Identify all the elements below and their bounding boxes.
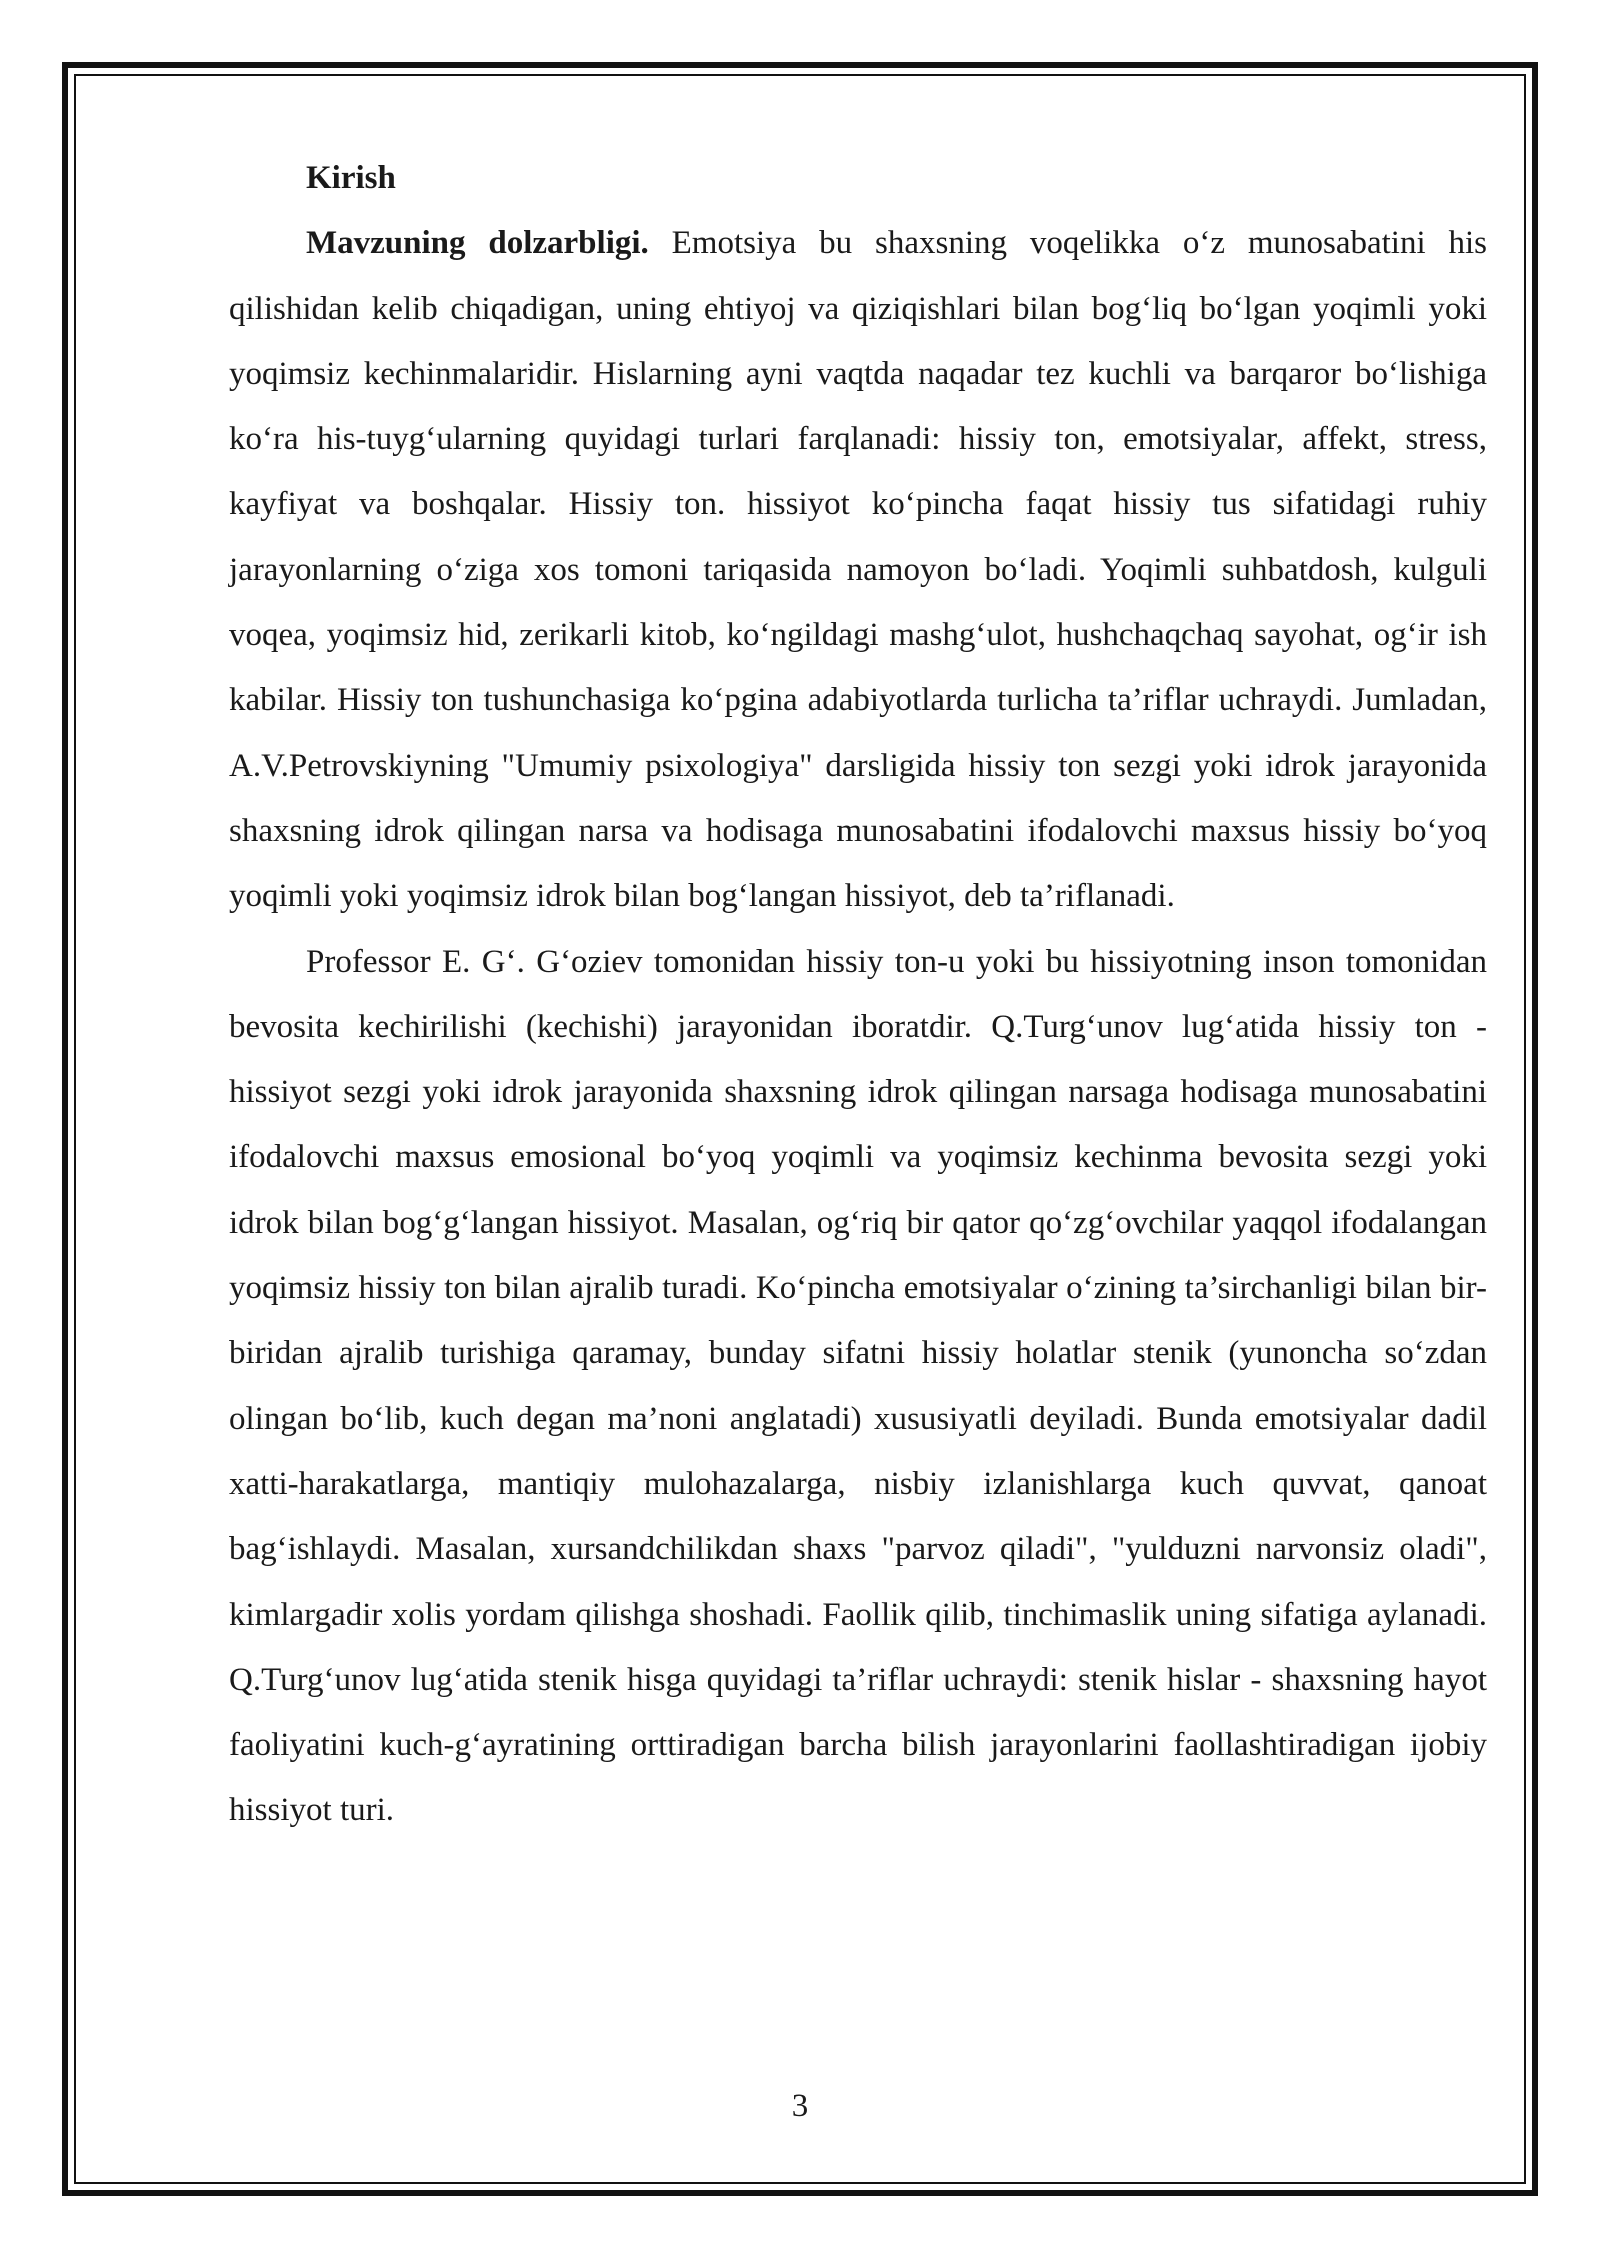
paragraph-text: Emotsiya bu shaxsning voqelikka o‘z munosabatini his qilishidan kelib chiqadigan, uning ehtiyoj va qiziqishlari bilan bog‘liq bo‘lgan yoqimli yoki yoqimsiz kechinmalaridir. Hislarning ayni vaqtda naqadar tez kuchli va barqaror bo‘lishiga ko‘ra his-tuyg‘ularning quyidagi turlari farqlanadi: hissiy ton, emotsiyalar, affekt, stress, kayfiyat va boshqalar. Hissiy ton. hissiyot ko‘pincha faqat hissiy tus sifatidagi ruhiy jarayonlarning o‘ziga xos tomoni tariqasida namoyon bo‘ladi. Yoqimli suhbatdosh, kulguli voqea, yoqimsiz hid, zerikarli kitob, ko‘ngildagi mashg‘ulot, hushchaqchaq sayohat, og‘ir ish kabilar. Hissiy ton tushunchasiga ko‘pgina adabiyotlarda turlicha ta’riflar uchraydi. Jumladan, A.V.Petrovskiyning "Umumiy psixologiya" darsligida hissiy ton sezgi yoki idrok jarayonida shaxsning idrok qilingan narsa va hodisaga munosabatini ifodalovchi maxsus hissiy bo‘yoq yoqimli yoki yoqimsiz idrok bilan bog‘langan hissiyot, deb ta’riflanadi. [229,225,1487,915]
section-heading: Kirish [306,160,396,196]
paragraph-professor: Professor E. G‘. G‘oziev tomonidan hissiy ton-u yoki bu hissiyotning inson tomonidan bevosita kechirilishi (kechishi) jarayonidan iboratdir. Q.Turg‘unov lug‘atida hissiy ton - hissiyot sezgi yoki idrok jarayonida shaxsning idrok qilingan narsaga hodisaga munosabatini ifodalovchi maxsus emosional bo‘yoq yoqimli va yoqimsiz kechinma bevosita sezgi yoki idrok bilan bog‘g‘langan hissiyot. Masalan, og‘riq bir qator qo‘zg‘ovchilar yaqqol ifodalangan yoqimsiz hissiy ton bilan ajralib turadi. Ko‘pincha emotsiyalar o‘zining ta’sirchanligi bilan bir-biridan ajralib turishiga qaramay, bunday sifatni hissiy holatlar stenik (yunoncha so‘zdan olingan bo‘lib, kuch degan ma’noni anglatadi) xususiyatli deyiladi. Bunda emotsiyalar dadil xatti-harakatlarga, mantiqiy mulohazalarga, nisbiy izlanishlarga kuch quvvat, qanoat bag‘ishlaydi. Masalan, xursandchilikdan shaxs "parvoz qiladi", "yulduzni narvonsiz oladi", kimlargadir xolis yordam qilishga shoshadi. Faollik qilib, tinchimaslik uning sifatiga aylanadi. Q.Turg‘unov lug‘atida stenik hisga quyidagi ta’riflar uchraydi: stenik hislar - shaxsning hayot faoliyatini kuch-g‘ayratining orttiradigan barcha bilish jarayonlarini faollashtiradigan ijobiy hissiyot turi. [229,943,1487,1829]
paragraph-lead: Mavzuning dolzarbligi. [306,225,649,262]
paragraph-relevance [229,211,1487,929]
page-number: 3 [791,2088,809,2124]
document-body [229,146,1487,1844]
